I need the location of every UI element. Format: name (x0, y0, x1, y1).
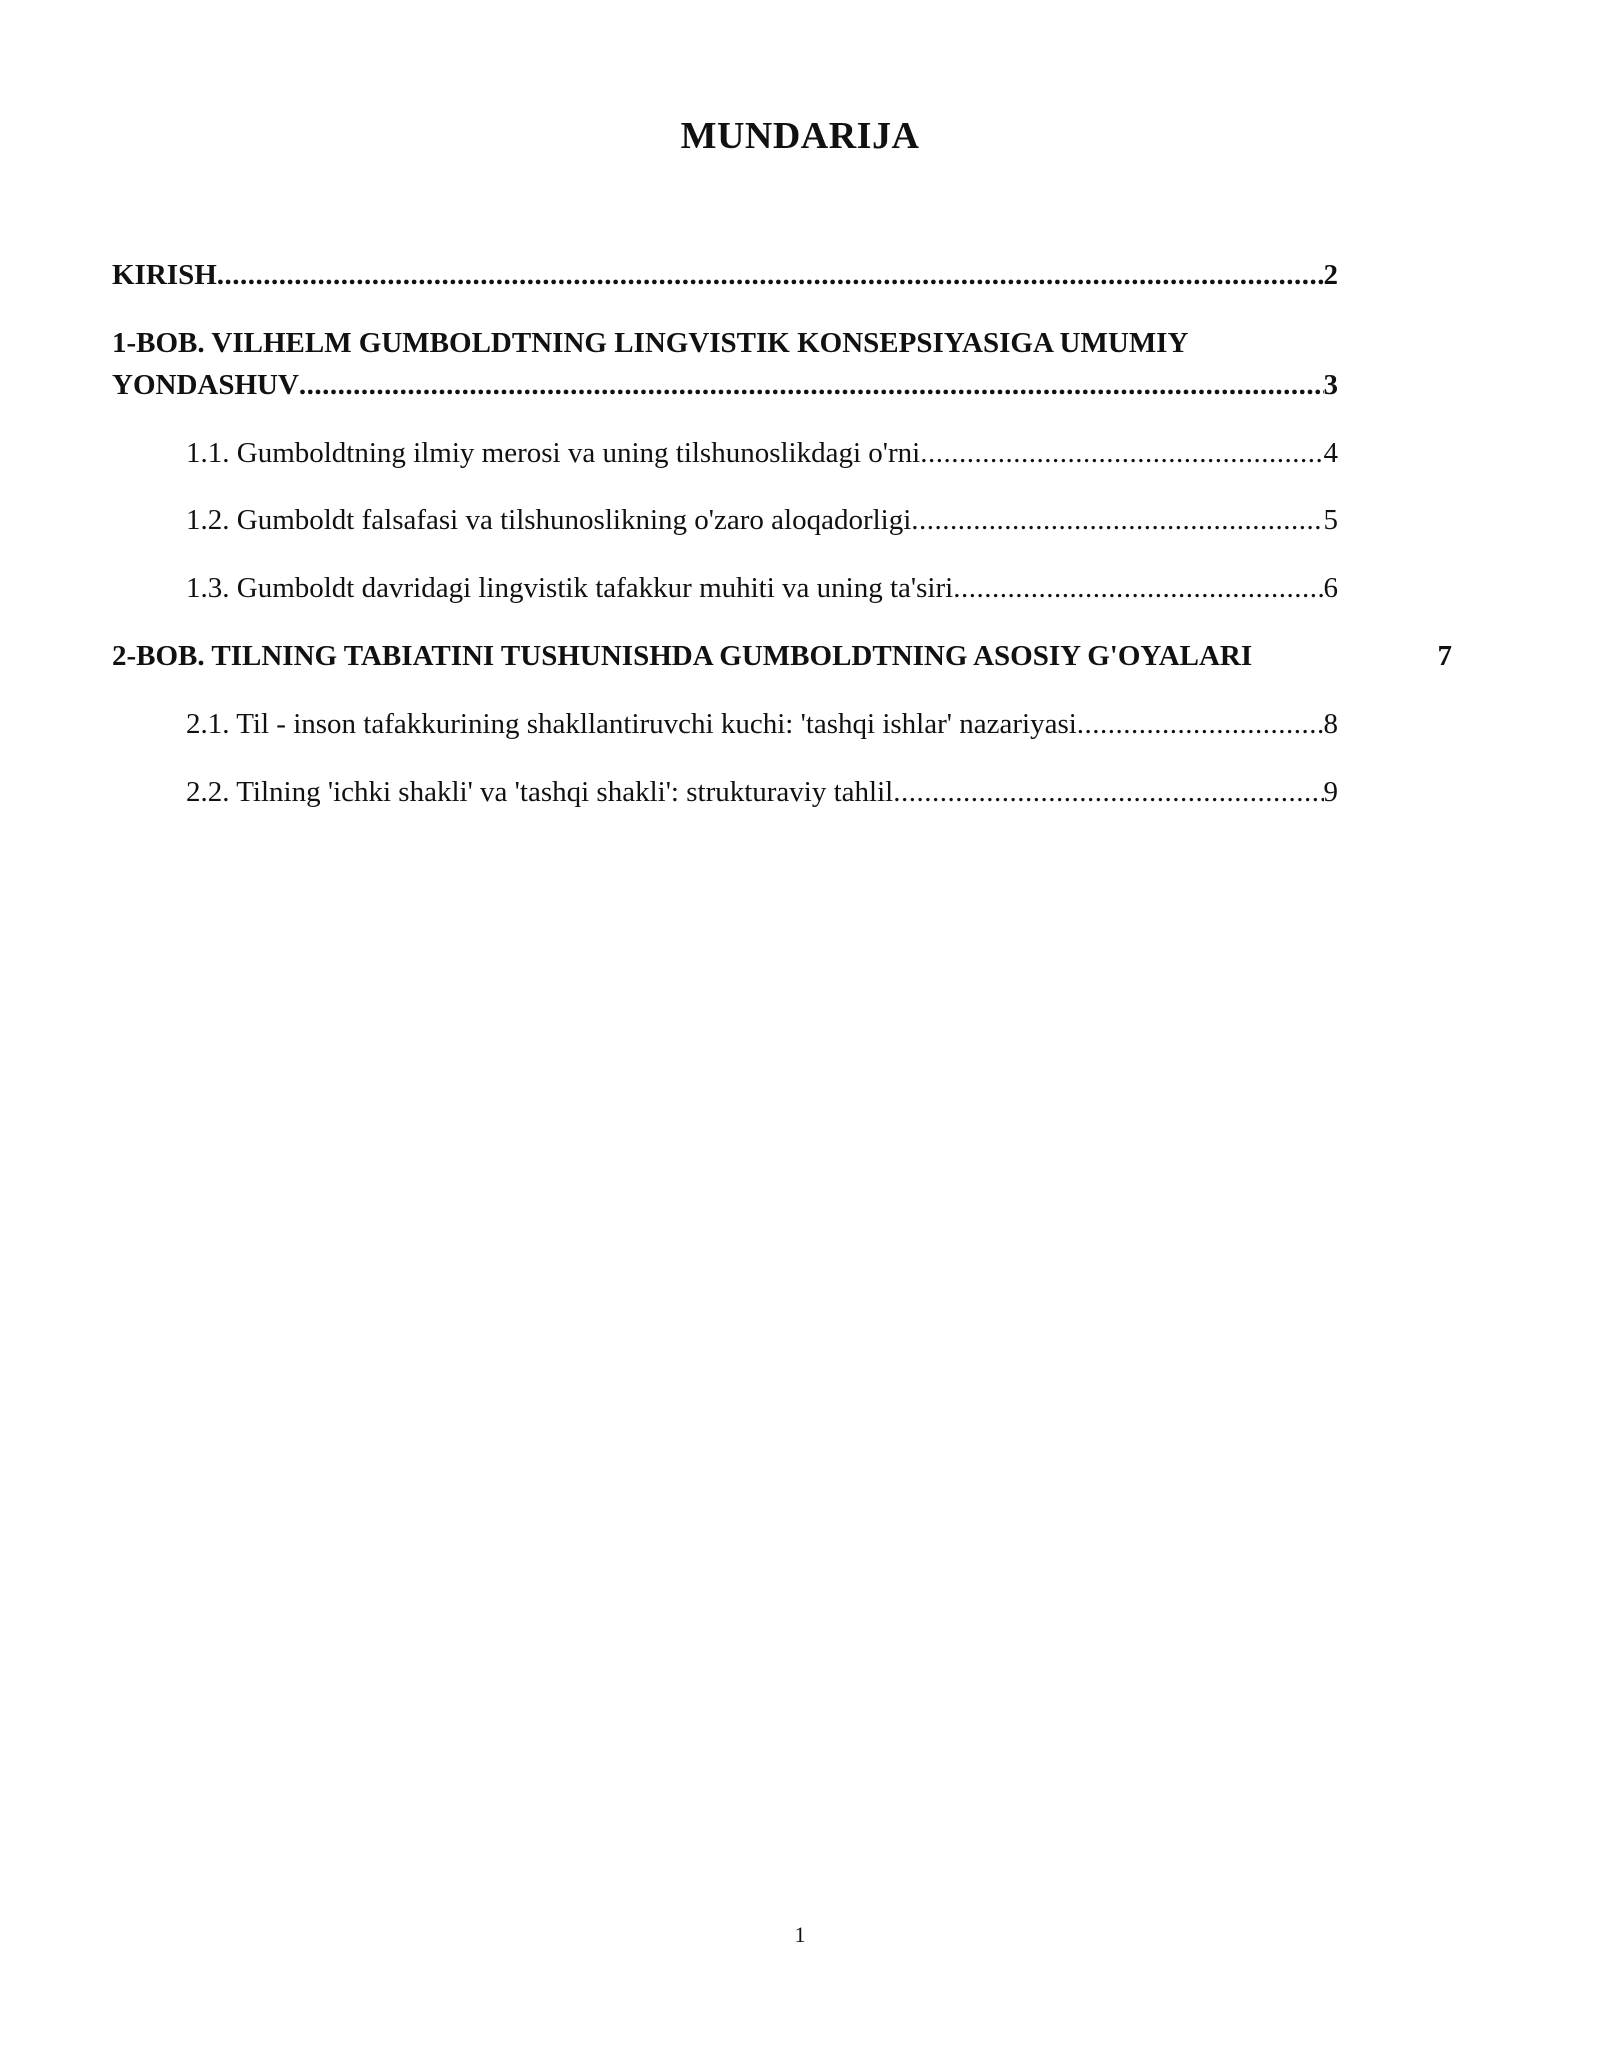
toc-entry-label: 2.1. Til - inson tafakkurining shakllantiruvchi kuchi: 'tashqi ishlar' nazariyasi (186, 708, 1077, 740)
toc-entry-label: KIRISH (112, 259, 217, 291)
toc-page-number: 4 (1323, 437, 1338, 469)
toc-dot-leader (1077, 703, 1324, 745)
toc-entry-section-2-1[interactable] (186, 703, 1338, 745)
toc-entry-section-2-2[interactable] (186, 771, 1338, 813)
toc-dot-leader (893, 771, 1323, 813)
toc-entry-label: 2-BOB. TILNING TABIATINI TUSHUNISHDA GUMBOLDTNING ASOSIY G'OYALARI (112, 640, 1253, 672)
toc-entry-section-1-3[interactable] (186, 567, 1338, 609)
toc-entry-section-1-1[interactable] (186, 432, 1338, 474)
toc-dot-leader (217, 254, 1324, 296)
toc-page-number: 2 (1323, 259, 1338, 291)
toc-entry-label-line1: 1-BOB. VILHELM GUMBOLDTNING LINGVISTIK KONSEPSIYASIGA UMUMIY (112, 327, 1189, 359)
toc-entry-chapter-2[interactable] (112, 635, 1452, 677)
toc-entry-label: 1.2. Gumboldt falsafasi va tilshunoslikning o'zaro aloqadorligi (186, 504, 912, 536)
toc-dot-leader (911, 499, 1323, 541)
toc-page-number: 8 (1323, 708, 1338, 740)
toc-dot-leader (920, 432, 1323, 474)
toc-page-number: 6 (1323, 572, 1338, 604)
page-number: 1 (794, 1922, 806, 1947)
toc-entry-label: 1.1. Gumboldtning ilmiy merosi va uning tilshunoslikdagi o'rni (186, 437, 921, 469)
toc-page-number: 7 (1437, 640, 1452, 672)
toc-page-number: 9 (1323, 776, 1338, 808)
toc-entry-label: 2.2. Tilning 'ichki shakli' va 'tashqi shakli': strukturaviy tahlil (186, 776, 894, 808)
toc-entry-label: 1.3. Gumboldt davridagi lingvistik tafakkur muhiti va uning ta'siri (186, 572, 954, 604)
page-title: MUNDARIJA (680, 115, 920, 157)
toc-page-number: 5 (1323, 504, 1338, 536)
toc-dot-leader (953, 567, 1323, 609)
toc-entry-kirish[interactable] (112, 254, 1338, 296)
toc-entry-label-line2: YONDASHUV (112, 369, 299, 401)
toc-entry-chapter-1[interactable] (112, 322, 1338, 406)
toc-page-number: 3 (1323, 369, 1338, 401)
toc-dot-leader (299, 364, 1324, 406)
toc-entry-section-1-2[interactable] (186, 499, 1338, 541)
